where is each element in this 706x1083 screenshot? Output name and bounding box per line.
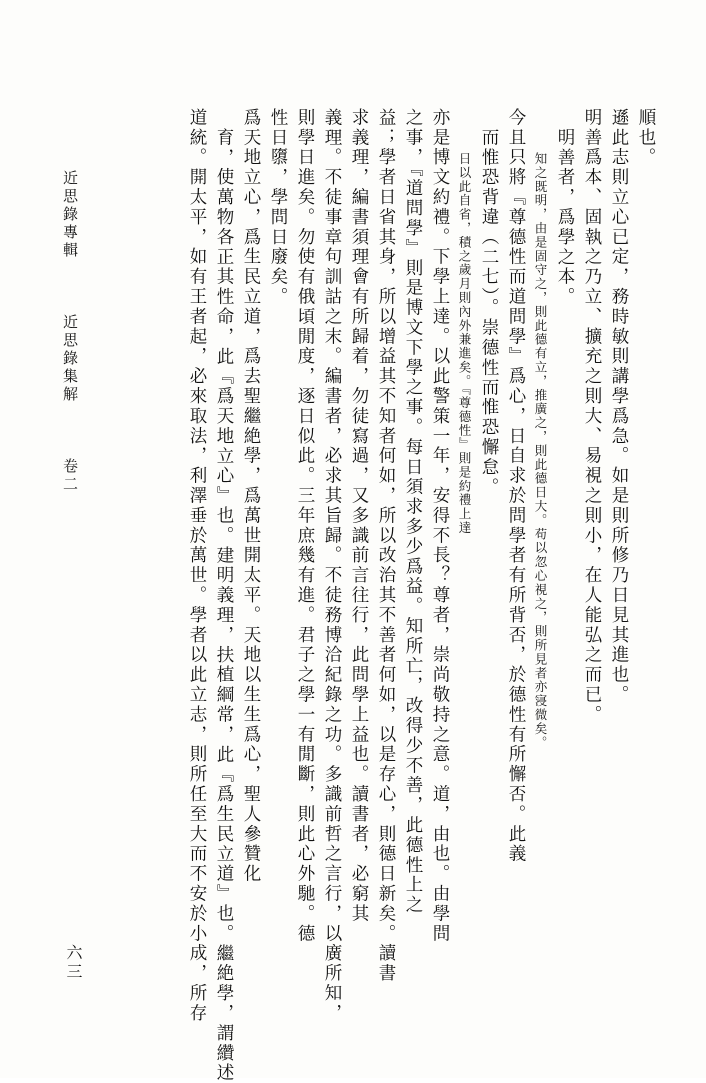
text-column: 道統。開太平，如有王者起，必來取法，利澤垂於萬世。學者以此立志，則所任至大而不安於小成，所存 [187,108,207,1024]
interlinear-note-column: 日以此自省，積之歲月則內外兼進矣。『尊德性』則是約禮上達 [457,152,472,535]
text-column: 求義理，編書須理會有所歸着，勿徒寫過，又多識前言往行，此問學上益也。讀書者，必窮其 [349,108,369,924]
running-head-title: 近思錄集解 [61,314,79,404]
text-column: 順也。 [636,108,656,168]
interlinear-note-column: 知之既明，由是固守之，則此德有立，推廣之，則此德日大。苟以忽心視之，則所見者亦寖微矣。 [533,152,548,750]
text-column: 則學日進矣。勿使有俄頃閒度，逐日似此。三年庶幾有進。君子之學一有閒斷，則此心外馳。德 [295,108,315,944]
running-head-volume: 卷二 [61,458,79,494]
vertical-text-body [169,108,656,1083]
text-column: 明善爲本、固執之乃立、擴充之則大、易視之則小，在人能弘之而已。 [582,108,602,725]
running-head-separator-2 [60,425,81,437]
running-head [60,170,81,494]
text-column: 爲天地立心，爲生民立道，爲去聖繼絶學，爲萬世開太平。天地以生生爲心，聖人參贊化 [241,108,261,885]
text-column: 性日隳，學問日廢矣。 [268,108,288,307]
running-head-series: 近思錄專輯 [61,170,79,260]
text-column: 之事，『道問學』則是博文下學之事。每日須求多少爲益。知所亡，改得少不善，此德性上之 [403,108,423,916]
text-column: 益；學者日省其身，所以增益其不知者何如，所以改治其不善者何如，以是存心，則德日新矣。讀書 [376,108,396,984]
text-column: 義理。不徒事章句訓詁之末。編書者，必求其旨歸。不徒務博洽紀錄之功。多識前哲之言行，以廣所知， [322,108,342,1024]
text-column: 明善者，爲學之本。 [555,128,575,308]
text-column: 而惟恐背違（二七）。崇德性而惟恐懈怠。 [479,128,499,498]
text-column: 育，使萬物各正其性命，此『爲天地立心』也。建明義理，扶植綱常，此『爲生民立道』也。繼絶學，謂纘述 [214,128,234,1083]
page-number: 六三 [64,944,83,982]
text-column: 遜此志則立心已定，務時敏則講學爲急。如是則所修乃日見其進也。 [609,108,629,705]
text-column: 今且只將『尊德性而道問學』爲心，日自求於問學者有所背否，於德性有所懈否。此義 [506,108,526,865]
running-head-separator [60,281,81,293]
text-column: 亦是博文約禮。下學上達。以此警策一年，安得不長？尊者，崇尚敬持之意。道，由也。由學問 [430,108,450,944]
